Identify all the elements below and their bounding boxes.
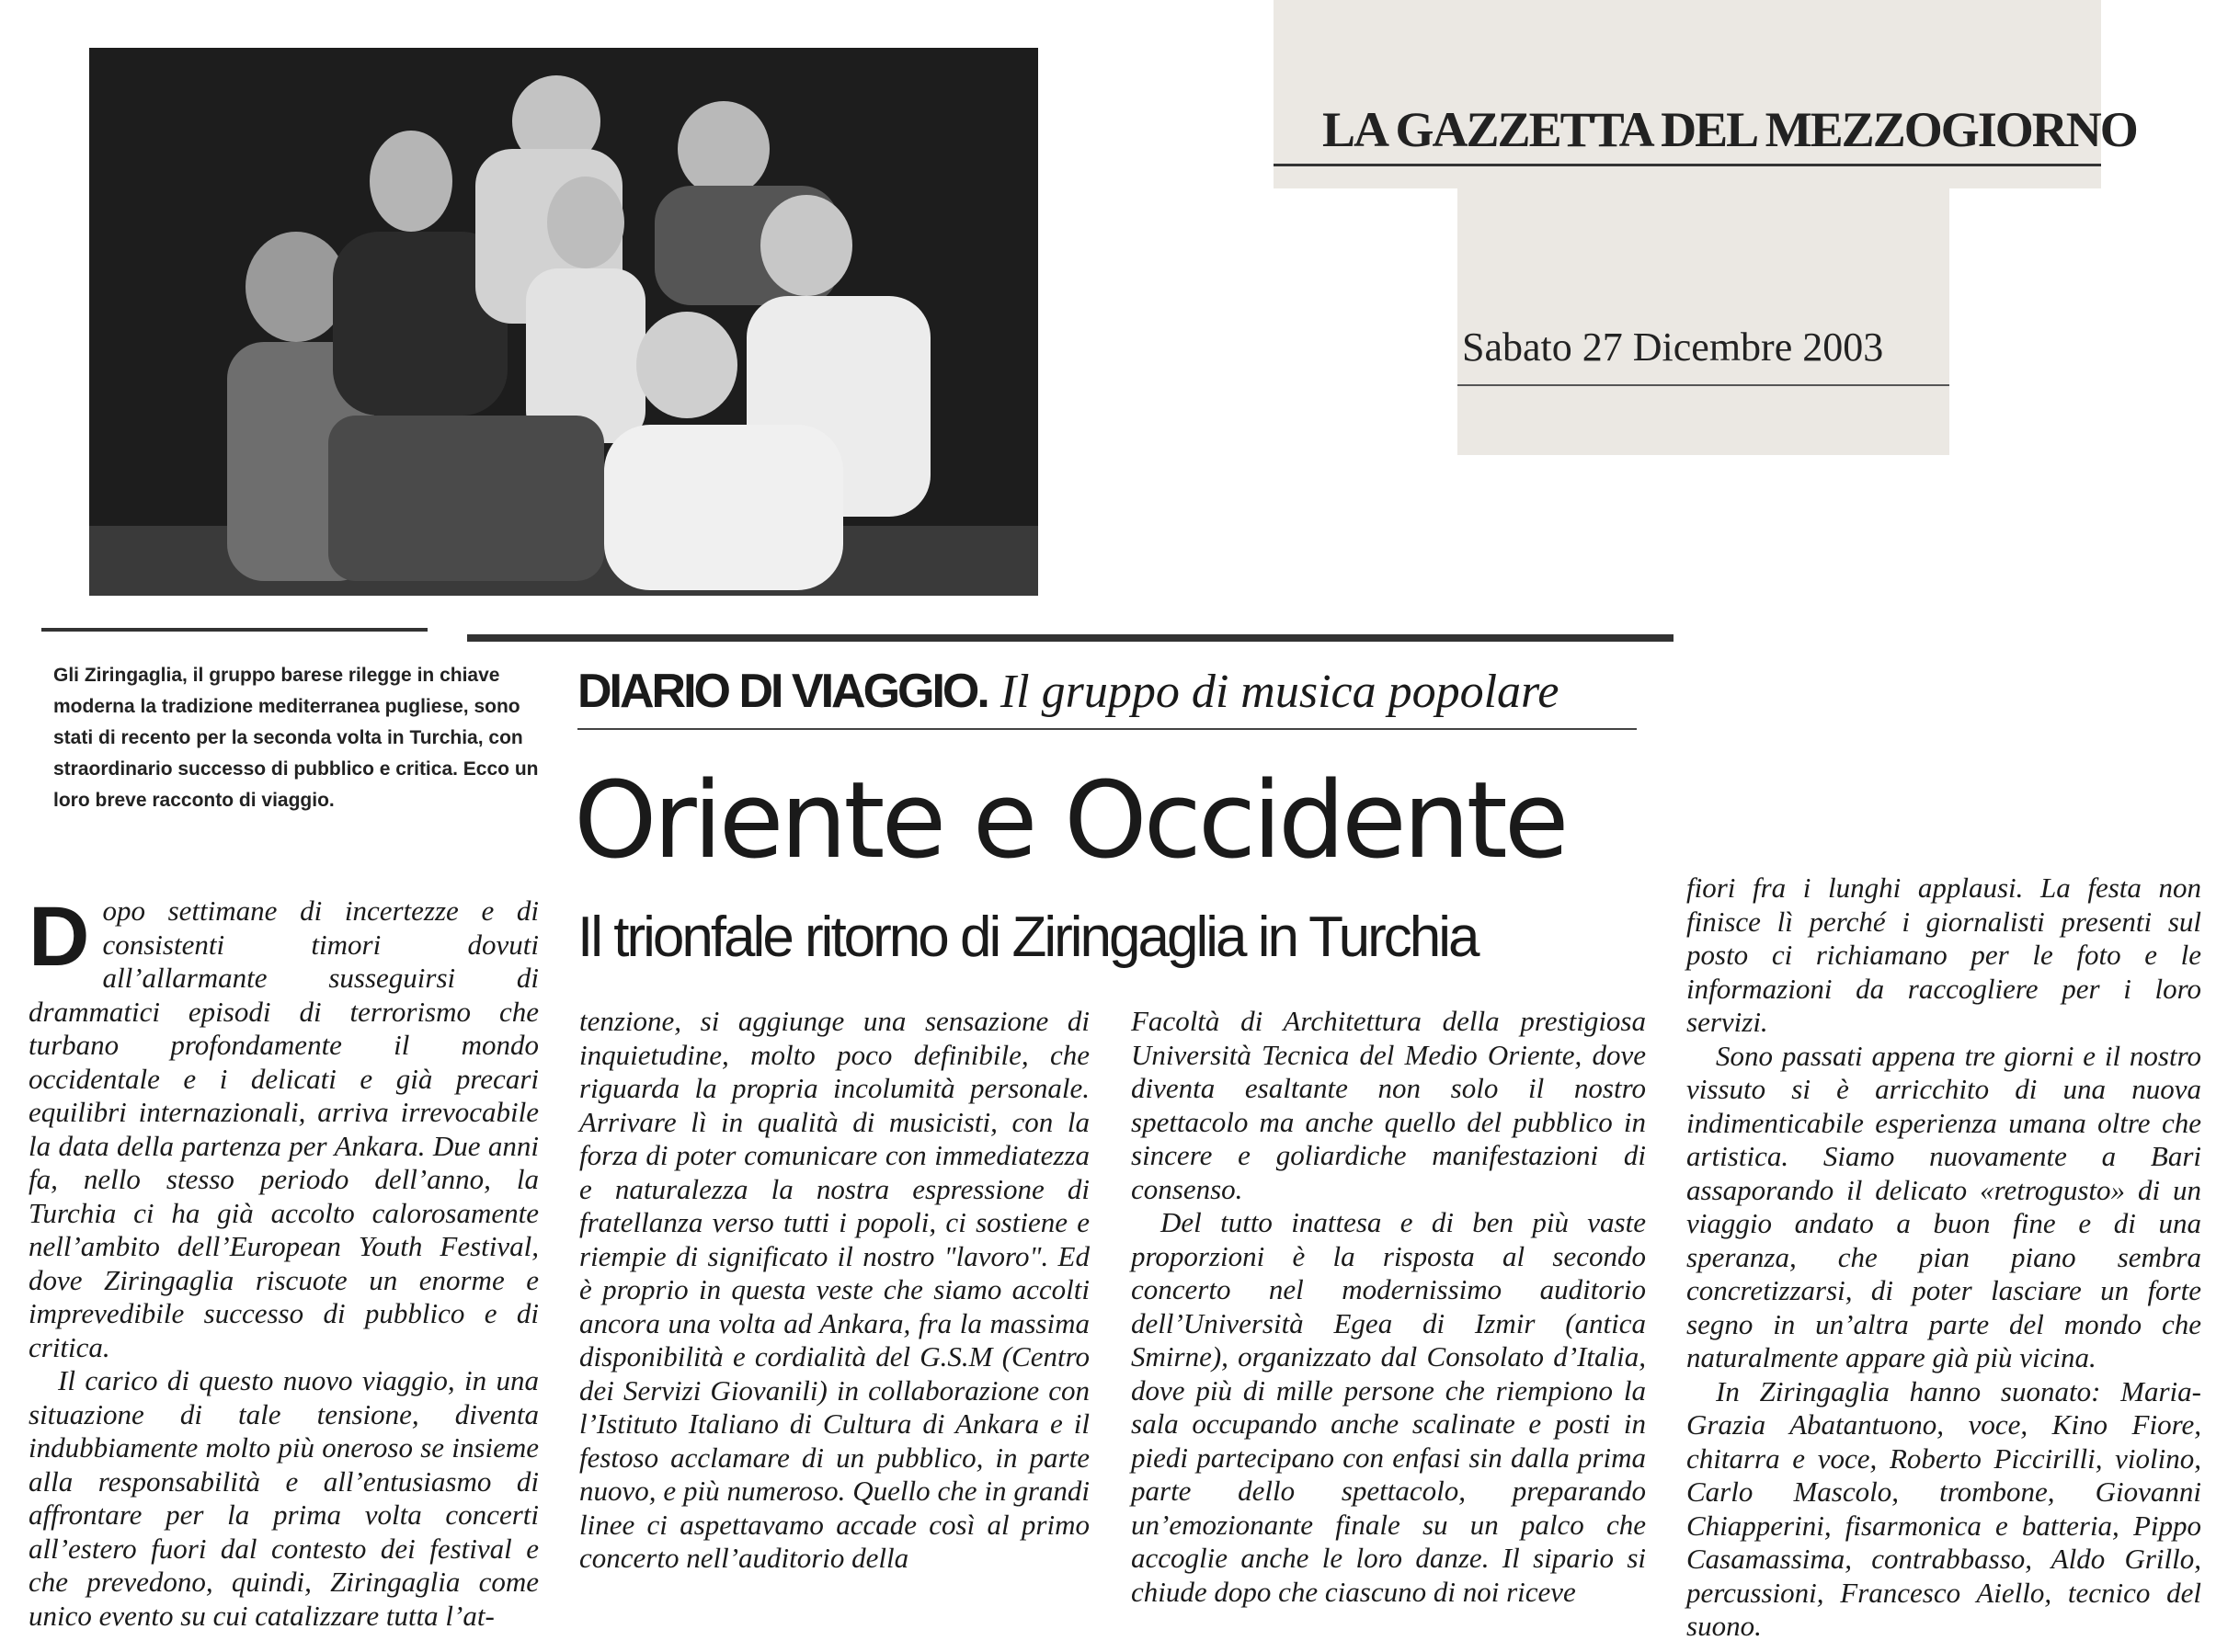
article-column-2 [579, 1005, 1090, 1576]
column-4-paragraph-1: fiori fra i lunghi applausi. La festa non finisce lì perché i giornalisti presenti sul posto ci richiamano per le foto e le informazioni da raccogliere per i loro servizi. [1686, 872, 2201, 1038]
column-1-paragraph-1 [29, 890, 539, 1364]
column-1-paragraph-2: Il carico di questo nuovo viaggio, in una situazione di tale tensione, diventa indubbiamente molto più oneroso se insieme alla responsabilità e all’entusiasmo di affrontare per la prima volta concerti all’estero fuori dal contesto dei festival e che prevedono, quindi, Ziringaglia come unico evento su cui catalizzare tutta l’at- [29, 1364, 539, 1632]
band-photo-image [89, 48, 1038, 596]
date-rule [1457, 384, 1949, 386]
article-kicker [577, 664, 1559, 719]
column-1-paragraph-1-text: opo settimane di incertezze e di consistenti timori dovuti all’allarmante susseguirsi di drammatici episodi di terrorismo che turbano profondamente il mondo occidentale e i delicati e già precari equilibri internazionali, arriva irrevocabile la data della partenza per Ankara. Due anni fa, nello stesso periodo dell’anno, la Turchia ci ha già accolto calorosamente nell’ambito dell’European Youth Festival, dove Ziringaglia riscuote un enorme e imprevedibile successo di pubblico e di critica. [29, 894, 539, 1363]
band-photo [89, 48, 1038, 596]
article-column-3 [1131, 1005, 1646, 1609]
kicker-rule [577, 728, 1637, 730]
article-headline: Oriente e Occidente [574, 759, 1566, 883]
article-subheadline: Il trionfale ritorno di Ziringaglia in Turchia [577, 906, 1478, 969]
column-2-paragraph-1: tenzione, si aggiunge una sensazione di inquietudine, molto poco definibile, che riguarda la propria incolumità personale. Arrivare lì in qualità di musicisti, con la forza di poter comunicare con immediatezza e naturalezza la nostra espressione di fratellanza verso tutti i popoli, ci sostiene e riempie di significato il nostro "lavoro". Ed è proprio in questa veste che siamo accolti ancora una volta ad Ankara, fra la massima disponibilità e cordialità del G.S.M (Centro dei Servizi Giovanili) in collaborazione con l’Istituto Italiano di Cultura di Ankara e il festoso acclamare di un pubblico, in parte nuovo, e più numeroso. Quello che in grandi linee ci aspettavamo accade così al primo concerto nell’auditorio della [579, 1005, 1090, 1574]
caption-rule [41, 628, 428, 632]
column-3-paragraph-1: Facoltà di Architettura della prestigiosa Università Tecnica del Medio Oriente, dove diventa esaltante non solo il nostro spettacolo ma anche quello del pubblico in sincere e goliardiche manifestazioni di consenso. [1131, 1005, 1646, 1205]
date-clipping [1457, 188, 1949, 455]
headline-top-rule [467, 634, 1674, 642]
photo-caption: Gli Ziringaglia, il gruppo barese rilegge in chiave moderna la tradizione mediterranea pugliese, sono stati di recento per la seconda volta in Turchia, con straordinario successo di pubblico e critica. Ecco un loro breve racconto di viaggio. [53, 665, 539, 811]
masthead-rule [1274, 164, 2101, 166]
kicker-label: DIARIO DI VIAGGIO. [577, 665, 988, 718]
column-4-paragraph-2: Sono passati appena tre giorni e il nostro vissuto si è arricchito di una nuova indimenticabile esperienza umana oltre che artistica. Siamo nuovamente a Bari assaporando il delicato «retrogusto» di un viaggio andato a buon fine e di una speranza, che pian piano sembra concretizzarsi, di poter lasciare un forte segno in un’altra parte del mondo che naturalmente appare già più vicina. [1686, 1039, 2201, 1373]
drop-cap: D [29, 890, 90, 984]
kicker-subtitle: Il gruppo di musica popolare [1000, 666, 1559, 718]
issue-date: Sabato 27 Dicembre 2003 [1462, 325, 1884, 370]
article-column-4 [1686, 872, 2201, 1644]
masthead-clipping [1274, 0, 2137, 188]
column-3-paragraph-2: Del tutto inattesa e di ben più vaste proporzioni è la risposta al secondo concerto nel modernissimo auditorio dell’Università Egea di Izmir (antica Smirne), organizzato dal Consolato d’Italia, dove più di mille persone che riempiono la sala occupando anche scalinate e posti in piedi partecipano con enfasi sin dalla prima parte dello spettacolo, preparando un’emozionante finale su un palco che accoglie anche le loro danze. Il sipario si chiude dopo che ciascuno di noi riceve [1131, 1206, 1646, 1608]
article-column-1 [29, 890, 539, 1633]
column-4-paragraph-3: In Ziringaglia hanno suonato: Maria-Grazia Abatantuono, voce, Kino Fiore, chitarra e voce, Roberto Piccirilli, violino, Carlo Mascolo, trombone, Giovanni Chiapperini, fisarmonica e batteria, Pippo Casamassima, contrabbasso, Aldo Grillo, percussioni, Francesco Aiello, tecnico del suono. [1686, 1374, 2201, 1642]
masthead-title: LA GAZZETTA DEL MEZZOGIORNO [1322, 102, 2137, 157]
